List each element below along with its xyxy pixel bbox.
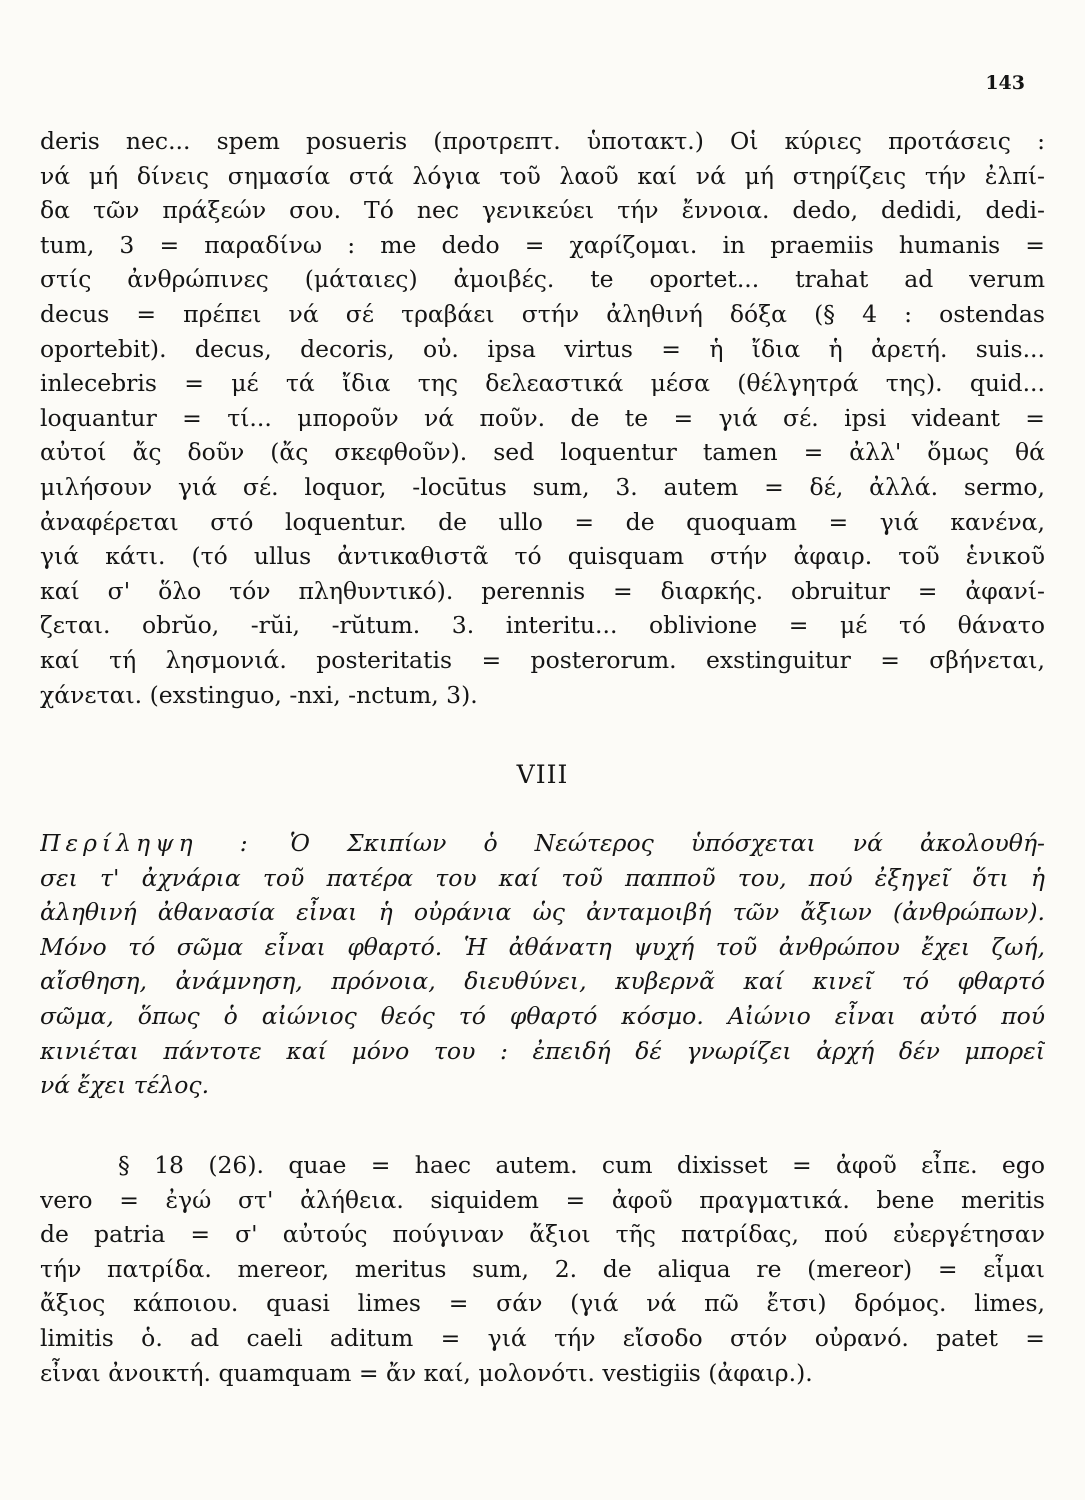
text-line: χάνεται. (exstinguo, -nxi, -nctum, 3). (40, 680, 478, 709)
text-line: νά ἔχει τέλος. (40, 1071, 210, 1100)
text-line: τήν πατρίδα. mereor, meritus sum, 2. de aliqua re (mereor) = εἶμαι (40, 1254, 1045, 1283)
summary-line-text: Ὁ Σκιπίων ὁ Νεώτερος ὑπόσχεται νά ἀκολουθή- (289, 829, 1045, 857)
text-line: μιλήσουν γιά σέ. loquor, -locūtus sum, 3. autem = δέ, ἀλλά. sermo, (40, 472, 1045, 501)
text-line: εἶναι ἀνοικτή. quamquam = ἄν καί, μολονότι. vestigiis (ἀφαιρ.). (40, 1358, 813, 1387)
text-line: στίς ἀνθρώπινες (μάταιες) ἀμοιβές. te oportet... trahat ad verum (40, 265, 1045, 294)
summary-block (40, 826, 1045, 1103)
text-line: ἄξιος κάποιου. quasi limes = σάν (γιά νά πῶ ἔτσι) δρόμος. limes, (40, 1289, 1045, 1318)
text-line: limitis ὁ. ad caeli aditum = γιά τήν εἴσοδο στόν οὐρανό. patet = (40, 1323, 1045, 1352)
text-line: § 18 (26). quae = haec autem. cum dixisset = ἀφοῦ εἶπε. ego (118, 1151, 1045, 1179)
text-line: αἴσθηση, ἀνάμνηση, πρόνοια, διευθύνει, κυβερνᾶ καί κινεῖ τό φθαρτό (40, 967, 1045, 996)
section-heading: VIII (516, 760, 569, 789)
text-line: ἀναφέρεται στό loquentur. de ullo = de quoquam = γιά κανένα, (40, 507, 1045, 536)
text-line: σει τ' ἀχνάρια τοῦ πατέρα του καί τοῦ παπποῦ του, πού ἐξηγεῖ ὅτι ἡ (40, 863, 1045, 892)
text-line: καί τή λησμονιά. posteritatis = posterorum. exstinguitur = σβήνεται, (40, 645, 1045, 674)
text-line: σῶμα, ὅπως ὁ αἰώνιος θεός τό φθαρτό κόσμο. Αἰώνιο εἶναι αὐτό πού (40, 1001, 1045, 1030)
text-line: deris nec... spem posueris (προτρεπτ. ὑποτακτ.) Οἱ κύριες προτάσεις : (40, 127, 1045, 155)
text-line: decus = πρέπει νά σέ τραβάει στήν ἀληθινή δόξα (§ 4 : ostendas (40, 299, 1045, 328)
summary-label: Περίληψη : (40, 829, 253, 857)
text-line: tum, 3 = παραδίνω : me dedo = χαρίζομαι. in praemiis humanis = (40, 230, 1045, 259)
page-number: 143 (985, 72, 1025, 94)
text-line: inlecebris = μέ τά ἴδια της δελεαστικά μέσα (θέλγητρά της). quid... (40, 369, 1045, 398)
text-line: loquantur = τί... μποροῦν νά ποῦν. de te = γιά σέ. ipsi videant = (40, 403, 1045, 432)
text-line: Μόνο τό σῶμα εἶναι φθαρτό. Ἡ ἀθάνατη ψυχή τοῦ ἀνθρώπου ἔχει ζωή, (40, 932, 1045, 961)
text-line: de patria = σ' αὐτούς πούγιναν ἄξιοι τῆς πατρίδας, πού εὐεργέτησαν (40, 1220, 1045, 1249)
text-line: oportebit). decus, decoris, οὐ. ipsa virtus = ἡ ἴδια ἡ ἀρετή. suis... (40, 334, 1045, 363)
text-line: vero = ἐγώ στ' ἀλήθεια. siquidem = ἀφοῦ πραγματικά. bene meritis (40, 1185, 1045, 1214)
text-line: δα τῶν πράξεών σου. Τό nec γενικεύει τήν ἔννοια. dedo, dedidi, dedi- (40, 196, 1045, 225)
text-line: ζεται. obrŭo, -rŭi, -rŭtum. 3. interitu... oblivione = μέ τό θάνατο (40, 611, 1045, 640)
text-line: κινιέται πάντοτε καί μόνο του : ἐπειδή δέ γνωρίζει ἀρχή δέν μπορεῖ (40, 1036, 1045, 1065)
text-line: καί σ' ὅλο τόν πληθυντικό). perennis = διαρκής. obruitur = ἀφανί- (40, 576, 1045, 605)
text-line: νά μή δίνεις σημασία στά λόγια τοῦ λαοῦ καί νά μή στηρίζεις τήν ἐλπί- (40, 161, 1045, 190)
text-line: γιά κάτι. (τό ullus ἀντικαθιστᾶ τό quisquam στήν ἀφαιρ. τοῦ ἑνικοῦ (40, 542, 1045, 571)
text-line: αὐτοί ἄς δοῦν (ἄς σκεφθοῦν). sed loquentur tamen = ἀλλ' ὅμως θά (40, 438, 1045, 467)
commentary-block-1 (40, 124, 1045, 712)
text-line: ἀληθινή ἀθανασία εἶναι ἡ οὐράνια ὡς ἀνταμοιβή τῶν ἄξιων (ἀνθρώπων). (40, 898, 1045, 927)
commentary-block-2 (40, 1148, 1045, 1390)
summary-first-line (40, 826, 1045, 861)
